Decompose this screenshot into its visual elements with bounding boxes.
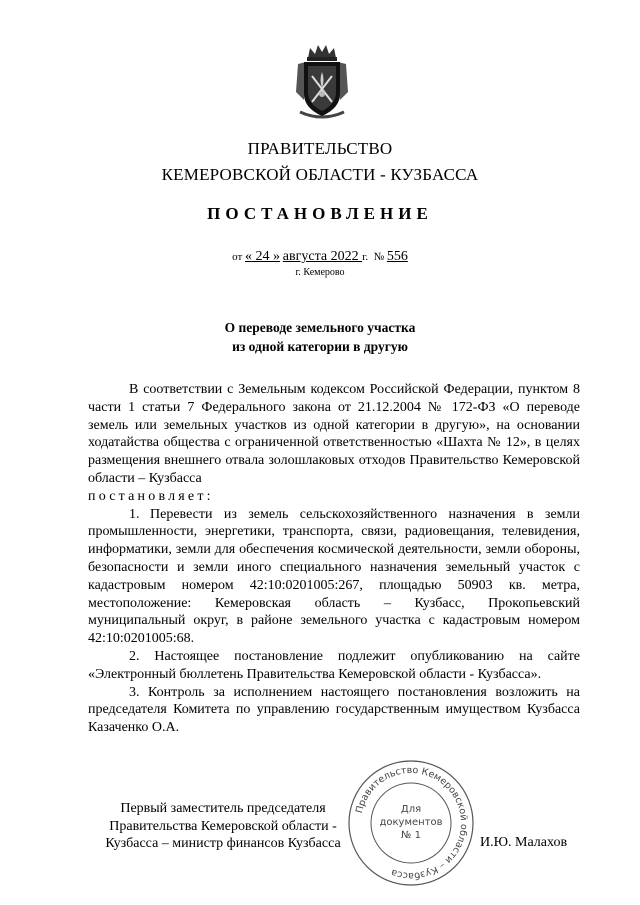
stamp-center-line2: документов (379, 817, 443, 828)
stamp-center-line1: Для (400, 804, 422, 815)
item-3: 3. Контроль за исполнением настоящего постановления возложить на председателя Комитета по управлению государственным имуществом Кузбасса Казаченко О.А. (88, 684, 580, 736)
signatory-position-line3: Кузбасса – министр финансов Кузбасса (105, 836, 341, 851)
document-subject (0, 318, 640, 356)
decree-word: постановляет: (88, 488, 214, 504)
signatory-position-line1: Первый заместитель председателя (120, 801, 326, 816)
date-month-year: августа 2022 (282, 249, 363, 264)
subject-line2: из одной категории в другую (232, 339, 408, 354)
date-prefix: от (232, 251, 243, 263)
signatory-position (88, 800, 358, 853)
item-1 (88, 506, 580, 648)
signatory-position-line2: Правительства Кемеровской области - (109, 818, 337, 834)
document-body (88, 381, 580, 737)
doc-number: 556 (386, 249, 408, 264)
item-2: 2. Настоящее постановление подлежит опубликованию на сайте «Электронный бюллетень Правительства Кемеровской области - Кузбасса». (88, 648, 580, 682)
item-1-number: 1. (129, 506, 140, 522)
signatory-name: И.Ю. Малахов (480, 835, 568, 850)
intro-paragraph: В соответствии с Земельным кодексом Российской Федерации, пунктом 8 части 1 статьи 7 Федерального закона от 21.12.2004 № 172-ФЗ «О переводе земель или земельных участков из одной категории в другую», на основании ходатайства общества с ограниченной ответственностью «Шахта № 12», в целях размещения внешнего отвала золошлаковых отходов Правительство Кемеровской области – Кузбасса (88, 382, 580, 486)
stamp-ring-text: Правительство Кемеровской области – Кузбасса (354, 764, 470, 882)
official-stamp (346, 758, 476, 888)
date-year-suffix: г. (362, 251, 369, 263)
date-day: « 24 » (245, 249, 281, 264)
subject-line1: О переводе земельного участка (224, 320, 416, 335)
authority-name-line1: ПРАВИТЕЛЬСТВО (247, 139, 393, 158)
item-1-text: Перевести из земель сельскохозяйственного назначения в земли промышленности, энергетики, транспорта, связи, радиовещания, телевидения, информатики, земли для обеспечения космической деятельности, земли обороны, безопасности и земли иного специального назначения земельный участок с кадастровым номером 42:10:0201005:267, площадью 50903 кв. метра, местоположение: Кемеровская область – Кузбасс, Прокопьевский муниципальный округ, в районе земельного участка с кадастровым номером 42:10:0201005:68. (88, 506, 580, 647)
document-dateline (0, 249, 640, 265)
doc-number-label: № (373, 251, 385, 263)
coat-of-arms-icon (294, 42, 350, 120)
authority-name-line2: КЕМЕРОВСКОЙ ОБЛАСТИ - КУЗБАССА (161, 165, 479, 184)
stamp-center-line3: № 1 (401, 830, 421, 841)
document-type-title: ПОСТАНОВЛЕНИЕ (207, 204, 433, 223)
document-city: г. Кемерово (295, 267, 345, 278)
